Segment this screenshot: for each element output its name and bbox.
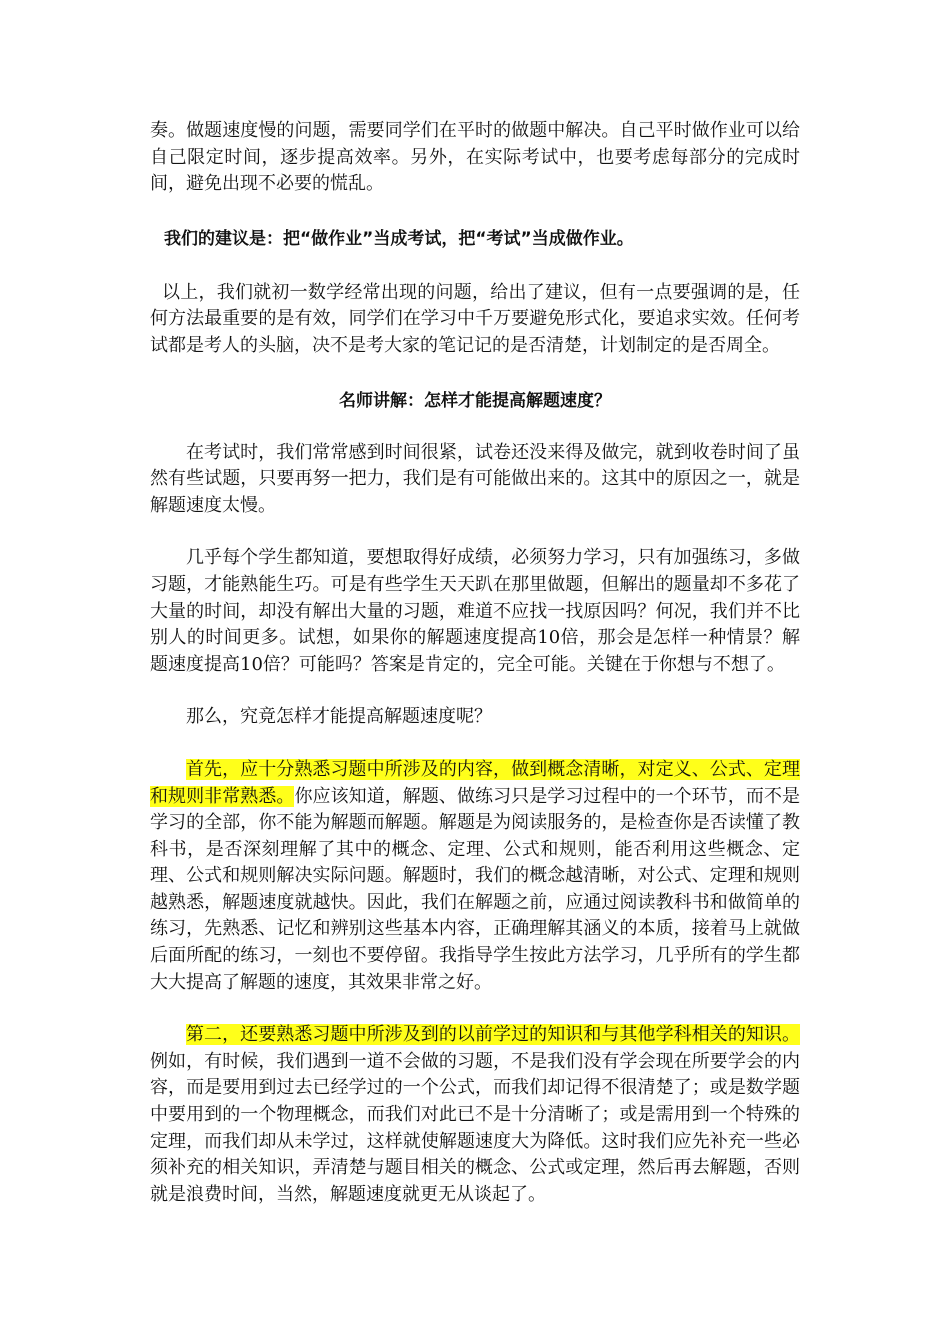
paragraph-second-point — [150, 1022, 800, 1208]
spacer — [150, 678, 800, 704]
spacer — [150, 996, 800, 1022]
highlighted-text: 首先，应十分熟悉习题中所涉及的内容，做到概念清晰，对定义、公式、定理和规则非常熟悉。 — [150, 758, 800, 807]
paragraph-practice: 几乎每个学生都知道，要想取得好成绩，必须努力学习，只有加强练习，多做习题，才能熟能生巧。可是有些学生天天趴在那里做题，但解出的题量却不多花了大量的时间，却没有解出大量的习题，难道不应找一找原因吗？何况，我们并不比别人的时间更多。试想，如果你的解题速度提高10倍，那会是怎样一种情景？解题速度提高10倍？可能吗？答案是肯定的，完全可能。关键在于你想与不想了。 — [150, 547, 800, 675]
highlighted-text: 第二，还要熟悉习题中所涉及到的以前学过的知识和与其他学科相关的知识。 — [186, 1024, 800, 1046]
spacer — [150, 198, 800, 226]
section-heading: 名师讲解：怎样才能提高解题速度？ — [339, 390, 611, 411]
paragraph-question: 那么，究竟怎样才能提高解题速度呢？ — [186, 706, 492, 728]
paragraph-continuation: 奏。做题速度慢的问题，需要同学们在平时的做题中解决。自己平时做作业可以给自己限定时间，逐步提高效率。另外，在实际考试中，也要考虑每部分的完成时间，避免出现不必要的慌乱。 — [150, 120, 800, 195]
spacer — [150, 519, 800, 545]
spacer — [150, 731, 800, 757]
paragraph-summary: 以上，我们就初一数学经常出现的问题，给出了建议，但有一点要强调的是，任何方法最重要的是有效，同学们在学习中千万要避免形式化，要追求实效。任何考试都是考人的头脑，决不是考大家的笔记记的是否清楚，计划制定的是否周全。 — [150, 281, 800, 356]
spacer — [150, 252, 800, 280]
paragraph-exam-time: 在考试时，我们常常感到时间很紧，试卷还没来得及做完，就到收卷时间了虽然有些试题，只要再努一把力，我们是有可能做出来的。这其中的原因之一，就是解题速度太慢。 — [150, 441, 800, 516]
spacer — [150, 414, 800, 440]
advice-statement: 我们的建议是：把“做作业”当成考试，把“考试”当成做作业。 — [164, 228, 634, 249]
paragraph-text: 你应该知道，解题、做练习只是学习过程中的一个环节，而不是学习的全部，你不能为解题而解题。解题是为阅读服务的，是检查你是否读懂了教科书，是否深刻理解了其中的概念、定理、公式和规则，能否利用这些概念、定理、公式和规则解决实际问题。解题时，我们的概念越清晰，对公式、定理和规则越熟悉，解题速度就越快。因此，我们在解题之前，应通过阅读教科书和做简单的练习，先熟悉、记忆和辨别这些基本内容，正确理解其涵义的本质，接着马上就做后面所配的练习，一刻也不要停留。我指导学生按此方法学习，几乎所有的学生都大大提高了解题的速度，其效果非常之好。 — [150, 785, 801, 993]
document-page — [150, 118, 800, 1208]
spacer — [150, 360, 800, 388]
paragraph-text: 例如，有时候，我们遇到一道不会做的习题，不是我们没有学会现在所要学会的内容，而是要用到过去已经学过的一个公式，而我们却记得不很清楚了；或是数学题中要用到的一个物理概念，而我们对此已不是十分清晰了；或是需用到一个特殊的定理，而我们却从未学过，这样就使解题速度大为降低。这时我们应先补充一些必须补充的相关知识，弄清楚与题目相关的概念、公式或定理，然后再去解题，否则就是浪费时间，当然，解题速度就更无从谈起了。 — [150, 1050, 800, 1205]
paragraph-first-point — [150, 757, 800, 996]
